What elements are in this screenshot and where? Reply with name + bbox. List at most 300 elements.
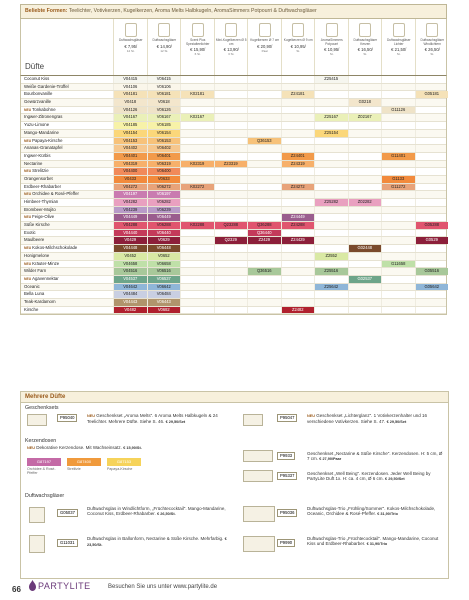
fragrance-name: NEUKräuter-Minze bbox=[24, 260, 60, 266]
article-code: V04106 bbox=[113, 84, 147, 91]
empty-cell bbox=[214, 261, 248, 268]
empty-cell bbox=[415, 168, 449, 175]
empty-cell bbox=[348, 84, 382, 91]
empty-cell bbox=[180, 253, 214, 260]
table-row bbox=[21, 207, 446, 215]
article-code: V0482 bbox=[113, 307, 147, 314]
article-code: V0652 bbox=[147, 253, 181, 260]
article-code: V06181 bbox=[147, 91, 181, 98]
table-row bbox=[21, 84, 446, 92]
empty-cell bbox=[180, 107, 214, 114]
empty-cell bbox=[314, 307, 348, 314]
empty-cell bbox=[214, 130, 248, 137]
article-code: V04415 bbox=[113, 76, 147, 83]
article-code: V04642 bbox=[113, 284, 147, 291]
empty-cell bbox=[415, 84, 449, 91]
empty-cell bbox=[415, 230, 449, 237]
column-unit: 12 St. bbox=[160, 48, 169, 53]
empty-cell bbox=[415, 207, 449, 214]
column-unit: 12 St. bbox=[126, 48, 135, 53]
table-row bbox=[21, 122, 446, 130]
article-code: Z25516 bbox=[314, 268, 348, 275]
fragrance-name: Ananas-Granatapfel bbox=[24, 145, 63, 151]
candle-shape-icon bbox=[326, 23, 338, 37]
table-row bbox=[21, 176, 446, 184]
table-row bbox=[21, 114, 446, 122]
empty-cell bbox=[415, 161, 449, 168]
table-row bbox=[21, 161, 446, 169]
candle-shape-icon bbox=[125, 23, 137, 37]
column-header bbox=[415, 19, 450, 75]
empty-cell bbox=[348, 291, 382, 298]
product-thumbnail bbox=[243, 536, 275, 552]
page-number: 66 bbox=[12, 585, 21, 594]
empty-cell bbox=[314, 184, 348, 191]
article-code: V06106 bbox=[147, 84, 181, 91]
article-code: V0633 bbox=[147, 176, 181, 183]
empty-cell bbox=[214, 145, 248, 152]
empty-cell bbox=[415, 214, 449, 221]
empty-cell bbox=[180, 122, 214, 129]
swatch-label: Orchidee & Rosé-Pfeffer bbox=[27, 467, 56, 475]
empty-cell bbox=[214, 245, 248, 252]
article-code: Q36440 bbox=[247, 230, 281, 237]
empty-cell bbox=[314, 107, 348, 114]
fragrance-name: Orangensorbet bbox=[24, 175, 53, 181]
empty-cell bbox=[314, 122, 348, 129]
column-header bbox=[281, 19, 316, 75]
empty-cell bbox=[214, 76, 248, 83]
color-swatch: G87400 bbox=[67, 458, 101, 466]
article-code: V06658 bbox=[147, 261, 181, 268]
article-code: G0529 bbox=[415, 237, 449, 244]
candle-shape-icon bbox=[259, 23, 271, 37]
article-code: V04448 bbox=[113, 245, 147, 252]
footer bbox=[12, 579, 447, 597]
empty-cell bbox=[281, 199, 315, 206]
column-unit: 3 St. bbox=[228, 52, 235, 57]
empty-cell bbox=[415, 261, 449, 268]
empty-cell bbox=[247, 253, 281, 260]
empty-cell bbox=[180, 76, 214, 83]
empty-cell bbox=[214, 138, 248, 145]
article-code: G0218 bbox=[348, 99, 382, 106]
empty-cell bbox=[247, 214, 281, 221]
empty-cell bbox=[381, 168, 415, 175]
empty-cell bbox=[381, 145, 415, 152]
empty-cell bbox=[348, 161, 382, 168]
product-thumbnail bbox=[29, 535, 45, 553]
article-code: Z24449 bbox=[281, 214, 315, 221]
article-code: V06449 bbox=[147, 214, 181, 221]
empty-cell bbox=[247, 176, 281, 183]
table-row bbox=[21, 291, 446, 299]
empty-cell bbox=[314, 91, 348, 98]
article-code: G05516 bbox=[415, 268, 449, 275]
empty-cell bbox=[415, 138, 449, 145]
empty-cell bbox=[415, 184, 449, 191]
column-label: Duftwachsgläser Lichter bbox=[386, 38, 411, 46]
empty-cell bbox=[281, 268, 315, 275]
empty-cell bbox=[348, 122, 382, 129]
table-row bbox=[21, 276, 446, 284]
empty-cell bbox=[214, 199, 248, 206]
table-header bbox=[20, 19, 447, 76]
empty-cell bbox=[180, 230, 214, 237]
article-code: V04658 bbox=[113, 261, 147, 268]
column-label: Duftwachsgläser bbox=[118, 38, 143, 42]
column-price: € 13,90/ bbox=[223, 47, 239, 53]
article-code: Q23288 bbox=[214, 222, 248, 229]
article-code: V06402 bbox=[147, 145, 181, 152]
empty-cell bbox=[348, 91, 382, 98]
article-code: V06239 bbox=[147, 207, 181, 214]
article-code: Q2329 bbox=[214, 237, 248, 244]
table-row bbox=[21, 214, 446, 222]
table-row bbox=[21, 168, 446, 176]
empty-cell bbox=[415, 107, 449, 114]
article-code: V0418 bbox=[113, 99, 147, 106]
column-price: € 16,50/ bbox=[357, 47, 373, 53]
new-badge: NEU bbox=[24, 169, 32, 174]
fragrance-name: Ingwer-Zitronengras bbox=[24, 114, 63, 120]
flame-logo-icon bbox=[28, 580, 37, 591]
empty-cell bbox=[348, 253, 382, 260]
article-code: Z25282 bbox=[314, 199, 348, 206]
table-row bbox=[21, 253, 446, 261]
empty-cell bbox=[214, 107, 248, 114]
empty-cell bbox=[214, 176, 248, 183]
empty-cell bbox=[214, 291, 248, 298]
fragrance-name: Nectarine bbox=[24, 160, 43, 166]
product-thumbnail bbox=[243, 450, 273, 462]
table-row bbox=[21, 153, 446, 161]
article-code: V06415 bbox=[147, 76, 181, 83]
product-thumbnail bbox=[243, 414, 263, 426]
empty-cell bbox=[180, 245, 214, 252]
article-code: Z25415 bbox=[314, 76, 348, 83]
empty-cell bbox=[415, 122, 449, 129]
article-code: K02288 bbox=[180, 222, 214, 229]
article-code: V04484 bbox=[113, 291, 147, 298]
article-code: V04288 bbox=[113, 222, 147, 229]
empty-cell bbox=[247, 130, 281, 137]
product-code: G11031 bbox=[57, 539, 78, 547]
empty-cell bbox=[348, 307, 382, 314]
empty-cell bbox=[314, 145, 348, 152]
column-header bbox=[113, 19, 148, 75]
article-code: Z2429 bbox=[247, 237, 281, 244]
empty-cell bbox=[281, 284, 315, 291]
fragrance-name: Yuzu-Limone bbox=[24, 122, 50, 128]
fragrance-name: Erdbeer-Rhabarber bbox=[24, 183, 62, 189]
article-code: G11126 bbox=[381, 107, 415, 114]
new-badge: NEU bbox=[307, 414, 316, 418]
empty-cell bbox=[415, 291, 449, 298]
column-label: Scent Plus Spezialteelichter bbox=[186, 38, 210, 46]
empty-cell bbox=[180, 99, 214, 106]
article-code: V06448 bbox=[147, 245, 181, 252]
empty-cell bbox=[214, 230, 248, 237]
empty-cell bbox=[281, 207, 315, 214]
empty-cell bbox=[180, 214, 214, 221]
fragrance-name: NEUPapaya-Kirsche bbox=[24, 137, 63, 143]
article-code: G02448 bbox=[348, 245, 382, 252]
fragrance-name: Bella Luna bbox=[24, 291, 45, 297]
fragrance-name: NEUOrchidee & Rosé-Pfeffer bbox=[24, 191, 79, 197]
column-header bbox=[247, 19, 282, 75]
empty-cell bbox=[314, 191, 348, 198]
empty-cell bbox=[314, 276, 348, 283]
empty-cell bbox=[281, 230, 315, 237]
empty-cell bbox=[348, 261, 382, 268]
new-badge: NEU bbox=[24, 215, 32, 220]
product-code: G05037 bbox=[57, 509, 78, 517]
empty-cell bbox=[281, 145, 315, 152]
empty-cell bbox=[314, 222, 348, 229]
subheading-duftwachsglaeser: Duftwachsgläser bbox=[25, 493, 65, 499]
empty-cell bbox=[214, 153, 248, 160]
article-code: V06443 bbox=[147, 299, 181, 306]
candle-shape-icon bbox=[359, 23, 371, 37]
empty-cell bbox=[415, 245, 449, 252]
empty-cell bbox=[381, 222, 415, 229]
product-description: Duftwachsglas-Trio „Früchtecocktail". Mango-Mandarine, Coconut Kiss und Erdbeer-Rhabarber. € 31,90/Trio bbox=[307, 536, 439, 547]
article-code: Z24272 bbox=[281, 184, 315, 191]
empty-cell bbox=[247, 76, 281, 83]
empty-cell bbox=[281, 138, 315, 145]
empty-cell bbox=[247, 276, 281, 283]
empty-cell bbox=[348, 138, 382, 145]
fragrance-name: NEUKokos-Milchschokolade bbox=[24, 245, 78, 251]
empty-cell bbox=[381, 268, 415, 275]
empty-cell bbox=[281, 130, 315, 137]
empty-cell bbox=[381, 214, 415, 221]
empty-cell bbox=[247, 161, 281, 168]
article-code: V06288 bbox=[147, 222, 181, 229]
column-unit: 6 St. bbox=[194, 52, 201, 57]
article-code: V04153 bbox=[113, 138, 147, 145]
column-unit: St. bbox=[329, 52, 334, 57]
fragrance-name: Himbeer-Thymian bbox=[24, 199, 59, 204]
fragrance-name: Ingwer-Kürbis bbox=[24, 152, 51, 158]
fragrance-name: Gewürzvanille bbox=[24, 99, 51, 105]
column-unit: St. bbox=[396, 52, 401, 57]
article-code: K02181 bbox=[180, 91, 214, 98]
candle-shape-icon bbox=[426, 23, 438, 37]
column-label: Kugelkerzen Ø 7 cm bbox=[250, 38, 280, 42]
article-code: Z24319 bbox=[281, 161, 315, 168]
shapes-banner bbox=[20, 4, 447, 19]
table-row bbox=[21, 91, 446, 99]
empty-cell bbox=[214, 253, 248, 260]
article-code: V04537 bbox=[113, 276, 147, 283]
product-description: NEU Dekorative Kerzendose. Mit Wachseinsatz. € 15,90/St. bbox=[27, 445, 142, 450]
article-code: V06167 bbox=[147, 114, 181, 121]
article-code: V0452 bbox=[113, 253, 147, 260]
empty-cell bbox=[314, 99, 348, 106]
article-code: V06282 bbox=[147, 199, 181, 206]
empty-cell bbox=[415, 153, 449, 160]
empty-cell bbox=[247, 191, 281, 198]
empty-cell bbox=[314, 214, 348, 221]
product-description: Duftwachsglas-Trio „Frühling/Sommer". Kokos-Milchschokolade, Oceanic, Orchidee & Rosé-Pfeffer. € 31,90/Trio bbox=[307, 506, 436, 517]
article-code: Z2552 bbox=[314, 253, 348, 260]
product-description: Duftwachsglas in Ballonform, Nectarine & Süße Kirsche. Mehrfarbig. € 23,50/St. bbox=[87, 536, 227, 548]
table-row bbox=[21, 230, 446, 238]
empty-cell bbox=[281, 122, 315, 129]
empty-cell bbox=[348, 168, 382, 175]
product-code: P95036 bbox=[277, 509, 297, 517]
subheading-geschenksets: Geschenksets bbox=[25, 405, 59, 411]
empty-cell bbox=[381, 230, 415, 237]
empty-cell bbox=[214, 99, 248, 106]
column-price: € 15,90/ bbox=[190, 47, 206, 53]
article-code: V04443 bbox=[113, 299, 147, 306]
empty-cell bbox=[348, 191, 382, 198]
empty-cell bbox=[247, 299, 281, 306]
article-code: V04516 bbox=[113, 268, 147, 275]
column-header bbox=[348, 19, 383, 75]
column-price: € 7,95/ bbox=[124, 43, 138, 49]
article-code: V04319 bbox=[113, 161, 147, 168]
article-code: V0618 bbox=[147, 99, 181, 106]
empty-cell bbox=[180, 138, 214, 145]
empty-cell bbox=[247, 107, 281, 114]
article-code: V06197 bbox=[147, 191, 181, 198]
empty-cell bbox=[180, 199, 214, 206]
product-description: NEU Geschenkset „Aroma Melts". 6 Aroma Melts Halbkugeln & 24 Teelichter. Mehrere Düfte. Siehe S. 46. € 29,50/Set bbox=[87, 413, 218, 425]
empty-cell bbox=[214, 184, 248, 191]
empty-cell bbox=[415, 253, 449, 260]
new-badge: NEU bbox=[24, 261, 32, 266]
column-label: Duftwachsgläser Kerzen bbox=[353, 38, 378, 46]
empty-cell bbox=[415, 99, 449, 106]
product-code: P95047 bbox=[277, 414, 297, 422]
empty-cell bbox=[381, 130, 415, 137]
empty-cell bbox=[415, 307, 449, 314]
article-code: Z2482 bbox=[281, 307, 315, 314]
section-title: Mehrere Düfte bbox=[21, 392, 448, 403]
fragrance-table bbox=[20, 76, 447, 315]
article-code: V0682 bbox=[147, 307, 181, 314]
empty-cell bbox=[314, 245, 348, 252]
empty-cell bbox=[214, 84, 248, 91]
empty-cell bbox=[214, 91, 248, 98]
empty-cell bbox=[381, 299, 415, 306]
fragrance-name: Honigmelone bbox=[24, 252, 50, 258]
empty-cell bbox=[214, 307, 248, 314]
column-label: Duftwachsgläser Windlichtern bbox=[420, 38, 445, 46]
table-row bbox=[21, 307, 446, 315]
empty-cell bbox=[381, 207, 415, 214]
column-unit: St. bbox=[296, 48, 301, 53]
article-code: Z02282 bbox=[348, 199, 382, 206]
empty-cell bbox=[180, 261, 214, 268]
empty-cell bbox=[314, 161, 348, 168]
empty-cell bbox=[247, 284, 281, 291]
swatch-label: Papaya-Kirsche bbox=[107, 467, 133, 471]
article-code: V06401 bbox=[147, 153, 181, 160]
article-code: K02167 bbox=[180, 114, 214, 121]
fragrance-name: Süße Kirsche bbox=[24, 222, 50, 228]
empty-cell bbox=[381, 122, 415, 129]
empty-cell bbox=[348, 268, 382, 275]
empty-cell bbox=[314, 291, 348, 298]
empty-cell bbox=[348, 184, 382, 191]
column-header bbox=[314, 19, 349, 75]
empty-cell bbox=[381, 276, 415, 283]
article-code: K02319 bbox=[180, 161, 214, 168]
empty-cell bbox=[281, 291, 315, 298]
fragrance-name: Weiße Gardenie-Trüffel bbox=[24, 83, 69, 89]
column-label: Mini-Kugelkerzen Ø 5 cm bbox=[215, 38, 247, 46]
empty-cell bbox=[214, 114, 248, 121]
article-code: V06537 bbox=[147, 276, 181, 283]
empty-cell bbox=[214, 191, 248, 198]
article-code: V06484 bbox=[147, 291, 181, 298]
fragrance-name: Kirsche bbox=[24, 306, 39, 312]
empty-cell bbox=[415, 299, 449, 306]
empty-cell bbox=[180, 299, 214, 306]
article-code: Z25642 bbox=[314, 284, 348, 291]
article-code: Z25154 bbox=[314, 130, 348, 137]
empty-cell bbox=[281, 84, 315, 91]
empty-cell bbox=[247, 307, 281, 314]
article-code: Z24181 bbox=[281, 91, 315, 98]
column-header bbox=[147, 19, 182, 75]
empty-cell bbox=[247, 199, 281, 206]
new-badge: NEU bbox=[24, 107, 32, 112]
article-code: V04282 bbox=[113, 199, 147, 206]
article-code: Z02167 bbox=[348, 114, 382, 121]
fragrance-name: Coconut Kiss bbox=[24, 76, 50, 81]
empty-cell bbox=[415, 276, 449, 283]
color-swatch: G87153 bbox=[107, 458, 141, 466]
fragrance-name: Bourbonvanille bbox=[24, 91, 53, 97]
product-code: P9933 bbox=[277, 452, 295, 460]
fragrance-name: Wilder Farn bbox=[24, 268, 47, 274]
empty-cell bbox=[180, 207, 214, 214]
empty-cell bbox=[180, 291, 214, 298]
empty-cell bbox=[348, 153, 382, 160]
column-unit: St. bbox=[430, 52, 435, 57]
empty-cell bbox=[180, 176, 214, 183]
article-code: V06154 bbox=[147, 130, 181, 137]
table-row bbox=[21, 76, 446, 84]
empty-cell bbox=[348, 107, 382, 114]
article-code: V04239 bbox=[113, 207, 147, 214]
banner-label: Beliebte Formen: bbox=[25, 8, 68, 14]
empty-cell bbox=[348, 214, 382, 221]
empty-cell bbox=[214, 168, 248, 175]
empty-cell bbox=[415, 199, 449, 206]
empty-cell bbox=[180, 84, 214, 91]
fragrance-name: Oceanic bbox=[24, 283, 40, 289]
candle-shape-icon bbox=[292, 23, 304, 37]
empty-cell bbox=[180, 268, 214, 275]
article-code: V04126 bbox=[113, 107, 147, 114]
empty-cell bbox=[381, 253, 415, 260]
empty-cell bbox=[214, 276, 248, 283]
column-price: € 10,95/ bbox=[324, 47, 340, 53]
empty-cell bbox=[214, 268, 248, 275]
empty-cell bbox=[247, 207, 281, 214]
article-code: V04167 bbox=[113, 114, 147, 121]
column-unit: St. bbox=[363, 52, 368, 57]
article-code: V06185 bbox=[147, 122, 181, 129]
fragrance-name: Mango-Mandarine bbox=[24, 129, 59, 135]
